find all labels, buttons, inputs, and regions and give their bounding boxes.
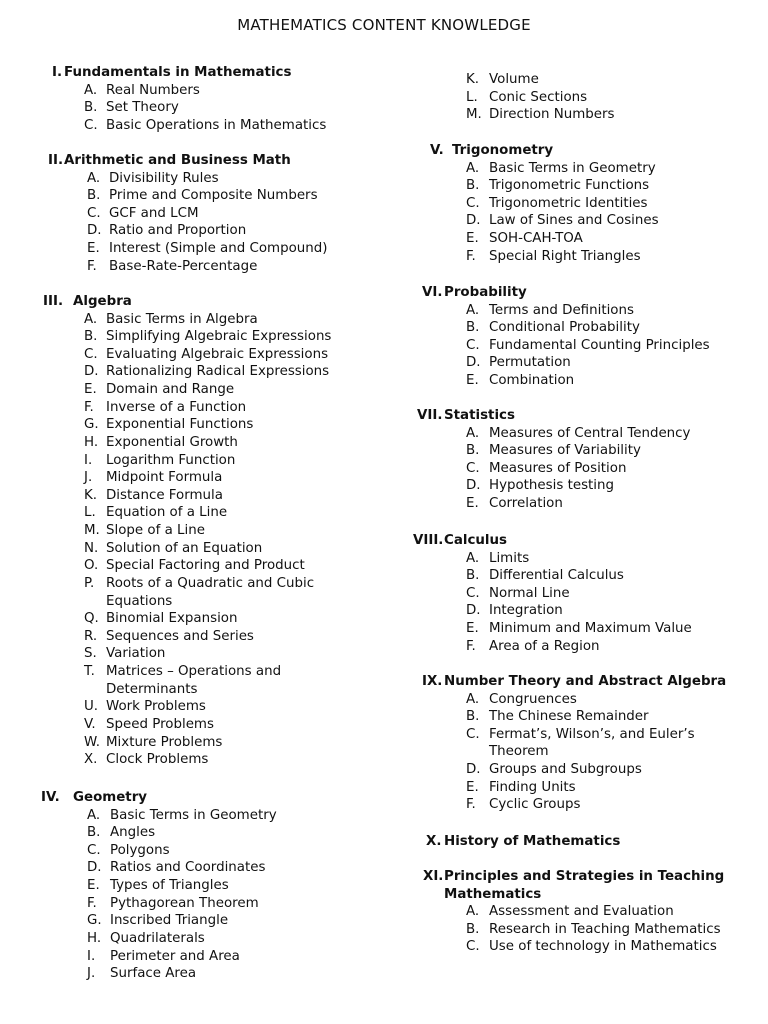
item-text: Direction Numbers	[489, 107, 615, 123]
item-letter: C.	[87, 842, 101, 858]
item-text: Trigonometric Identities	[489, 195, 648, 211]
item-letter: R.	[84, 628, 98, 644]
item-text: Clock Problems	[106, 752, 209, 768]
item-text: Differential Calculus	[489, 568, 624, 584]
item-text: Measures of Central Tendency	[489, 425, 691, 441]
item-text: Angles	[110, 825, 156, 841]
item-letter: E.	[466, 621, 479, 637]
item-text: Surface Area	[110, 966, 197, 982]
item-text: Quadrilaterals	[110, 930, 205, 946]
item-text: Law of Sines and Cosines	[489, 213, 659, 229]
item-letter: T.	[84, 664, 95, 680]
item-text: Permutation	[489, 355, 571, 371]
item-text: Domain and Range	[106, 382, 235, 398]
item-text: Conic Sections	[489, 89, 588, 105]
item-text: Slope of a Line	[106, 523, 205, 539]
section-numeral: IV.	[41, 790, 60, 805]
item-text: Basic Terms in Algebra	[106, 311, 258, 327]
item-letter: A.	[84, 82, 98, 98]
section-title: Probability	[444, 285, 527, 300]
item-text: Types of Triangles	[110, 878, 229, 894]
item-text: Midpoint Formula	[106, 470, 223, 486]
item-text: Correlation	[489, 496, 563, 512]
item-letter: K.	[84, 487, 98, 503]
item-text: Fundamental Counting Principles	[489, 337, 710, 353]
item-letter: D.	[87, 223, 102, 239]
item-text: Real Numbers	[106, 82, 200, 98]
item-letter: L.	[84, 505, 96, 521]
item-text: Polygons	[110, 842, 170, 858]
item-letter: B.	[466, 320, 480, 336]
item-text: Basic Operations in Mathematics	[106, 117, 327, 133]
item-letter: B.	[466, 178, 480, 194]
section-title: Arithmetic and Business Math	[64, 153, 291, 168]
item-text: The Chinese Remainder	[489, 709, 649, 725]
item-text: Exponential Growth	[106, 434, 238, 450]
item-text: Trigonometric Functions	[489, 178, 650, 194]
item-text: Distance Formula	[106, 487, 223, 503]
item-text: Equation of a Line	[106, 505, 228, 521]
item-letter: E.	[84, 382, 97, 398]
item-letter: C.	[466, 726, 480, 742]
item-text: Ratio and Proportion	[109, 223, 247, 239]
item-text: Limits	[489, 550, 530, 566]
item-text: Matrices – Operations and	[106, 664, 282, 680]
item-letter: P.	[84, 575, 95, 591]
item-text: Interest (Simple and Compound)	[109, 241, 328, 257]
section-title: Statistics	[444, 408, 515, 423]
item-letter: D.	[87, 860, 102, 876]
item-text: Simplifying Algebraic Expressions	[106, 329, 332, 345]
section-numeral: II.	[48, 153, 64, 168]
item-letter: C.	[466, 460, 480, 476]
section-numeral: X.	[426, 834, 442, 849]
item-text: Set Theory	[106, 100, 179, 116]
item-text: GCF and LCM	[109, 205, 199, 221]
item-text: Work Problems	[106, 699, 206, 715]
item-letter: B.	[87, 188, 101, 204]
item-letter: C.	[466, 195, 480, 211]
item-letter: D.	[466, 762, 481, 778]
item-letter: M.	[84, 523, 100, 539]
item-letter: J.	[84, 470, 93, 486]
section-title: Calculus	[444, 533, 508, 548]
item-text: Combination	[489, 373, 575, 389]
item-text: Minimum and Maximum Value	[489, 621, 692, 637]
item-text: Ratios and Coordinates	[110, 860, 266, 876]
item-text: Roots of a Quadratic and Cubic	[106, 575, 315, 591]
item-letter: X.	[84, 752, 98, 768]
item-text: Finding Units	[489, 779, 576, 795]
item-letter: C.	[84, 346, 98, 362]
section-numeral: VIII.	[413, 533, 444, 548]
item-text: Solution of an Equation	[106, 540, 263, 556]
item-text: Terms and Definitions	[489, 302, 634, 318]
item-text: Measures of Variability	[489, 443, 641, 459]
item-letter: E.	[87, 241, 100, 257]
item-letter: B.	[87, 825, 101, 841]
item-letter: A.	[466, 425, 480, 441]
item-text: Evaluating Algebraic Expressions	[106, 346, 329, 362]
item-letter: H.	[87, 930, 102, 946]
item-letter: A.	[466, 160, 480, 176]
item-text: Logarithm Function	[106, 452, 236, 468]
item-letter: B.	[466, 443, 480, 459]
section-title: Geometry	[73, 790, 148, 805]
item-text: Inscribed Triangle	[110, 913, 229, 929]
item-letter: A.	[87, 807, 101, 823]
item-letter: E.	[87, 878, 100, 894]
item-text: Hypothesis testing	[489, 478, 615, 494]
section-title: Trigonometry	[452, 143, 554, 158]
item-letter: U.	[84, 699, 99, 715]
item-letter: H.	[84, 434, 99, 450]
item-text: Special Right Triangles	[489, 248, 641, 264]
item-text: Pythagorean Theorem	[110, 895, 259, 911]
item-letter: C.	[84, 117, 98, 133]
item-letter: C.	[466, 337, 480, 353]
item-text: SOH-CAH-TOA	[489, 231, 583, 247]
item-letter: F.	[84, 399, 94, 415]
item-letter: D.	[84, 364, 99, 380]
item-text: Exponential Functions	[106, 417, 254, 433]
item-letter: I.	[87, 948, 96, 964]
item-letter: N.	[84, 540, 99, 556]
item-letter: F.	[466, 638, 476, 654]
item-text: Basic Terms in Geometry	[489, 160, 656, 176]
item-text: Groups and Subgroups	[489, 762, 642, 778]
item-letter: A.	[466, 691, 480, 707]
section-numeral: IX.	[422, 674, 443, 689]
item-text: Special Factoring and Product	[106, 558, 305, 574]
item-text: Base-Rate-Percentage	[109, 258, 258, 274]
section-title: Algebra	[73, 294, 132, 309]
section-numeral: III.	[43, 294, 64, 309]
item-letter: E.	[466, 231, 479, 247]
item-text: Theorem	[489, 744, 549, 760]
item-letter: D.	[466, 603, 481, 619]
item-text: Speed Problems	[106, 716, 214, 732]
item-letter: B.	[466, 921, 480, 937]
item-letter: A.	[466, 550, 480, 566]
item-text: Research in Teaching Mathematics	[489, 921, 721, 937]
section-numeral: I.	[52, 65, 63, 80]
section-numeral: VII.	[417, 408, 443, 423]
section-title: Mathematics	[444, 886, 542, 902]
item-text: Fermat’s, Wilson’s, and Euler’s	[489, 726, 695, 742]
item-letter: B.	[466, 568, 480, 584]
item-letter: A.	[84, 311, 98, 327]
item-letter: E.	[466, 373, 479, 389]
item-letter: F.	[466, 248, 476, 264]
item-letter: G.	[84, 417, 99, 433]
item-text: Volume	[489, 72, 539, 87]
item-text: Basic Terms in Geometry	[110, 807, 277, 823]
item-letter: B.	[466, 709, 480, 725]
item-letter: C.	[87, 205, 101, 221]
section-title: Number Theory and Abstract Algebra	[444, 674, 727, 689]
item-text: Equations	[106, 593, 173, 609]
item-text: Determinants	[106, 681, 198, 697]
item-letter: E.	[466, 496, 479, 512]
item-letter: W.	[84, 734, 100, 750]
item-letter: D.	[466, 213, 481, 229]
item-text: Binomial Expansion	[106, 611, 238, 627]
item-letter: B.	[84, 100, 98, 116]
item-text: Mixture Problems	[106, 734, 223, 750]
item-letter: L.	[466, 89, 478, 105]
item-letter: K.	[466, 72, 480, 87]
item-letter: G.	[87, 913, 102, 929]
item-letter: Q.	[84, 611, 99, 627]
item-text: Rationalizing Radical Expressions	[106, 364, 330, 380]
item-letter: V.	[84, 716, 96, 732]
item-letter: S.	[84, 646, 97, 662]
item-text: Divisibility Rules	[109, 170, 219, 186]
document-title: MATHEMATICS CONTENT KNOWLEDGE	[237, 16, 531, 34]
item-letter: F.	[87, 895, 97, 911]
section-title: Fundamentals in Mathematics	[64, 65, 292, 80]
item-letter: F.	[87, 258, 97, 274]
item-text: Area of a Region	[489, 638, 600, 654]
item-text: Prime and Composite Numbers	[109, 188, 318, 204]
item-text: Normal Line	[489, 585, 570, 601]
section-numeral: XI.	[423, 869, 444, 884]
item-letter: C.	[466, 585, 480, 601]
item-text: Variation	[106, 646, 166, 662]
section-title: Principles and Strategies in Teaching	[444, 869, 725, 884]
item-letter: E.	[466, 779, 479, 795]
item-letter: A.	[87, 170, 101, 186]
item-text: Sequences and Series	[106, 628, 254, 644]
item-letter: J.	[87, 966, 96, 982]
item-text: Use of technology in Mathematics	[489, 939, 717, 955]
item-text: Cyclic Groups	[489, 797, 581, 813]
item-letter: A.	[466, 904, 480, 920]
item-text: Measures of Position	[489, 460, 627, 476]
item-text: Inverse of a Function	[106, 399, 247, 415]
item-text: Conditional Probability	[489, 320, 640, 336]
item-letter: B.	[84, 329, 98, 345]
item-letter: A.	[466, 302, 480, 318]
item-text: Congruences	[489, 691, 577, 707]
item-text: Perimeter and Area	[110, 948, 240, 964]
item-letter: I.	[84, 452, 93, 468]
item-text: Assessment and Evaluation	[489, 904, 674, 920]
item-letter: D.	[466, 355, 481, 371]
section-numeral: V.	[430, 143, 444, 158]
item-letter: M.	[466, 107, 482, 123]
section-title: History of Mathematics	[444, 834, 621, 849]
item-letter: C.	[466, 939, 480, 955]
item-letter: F.	[466, 797, 476, 813]
item-text: Integration	[489, 603, 563, 619]
item-letter: O.	[84, 558, 99, 574]
section-numeral: VI.	[422, 285, 443, 300]
item-letter: D.	[466, 478, 481, 494]
